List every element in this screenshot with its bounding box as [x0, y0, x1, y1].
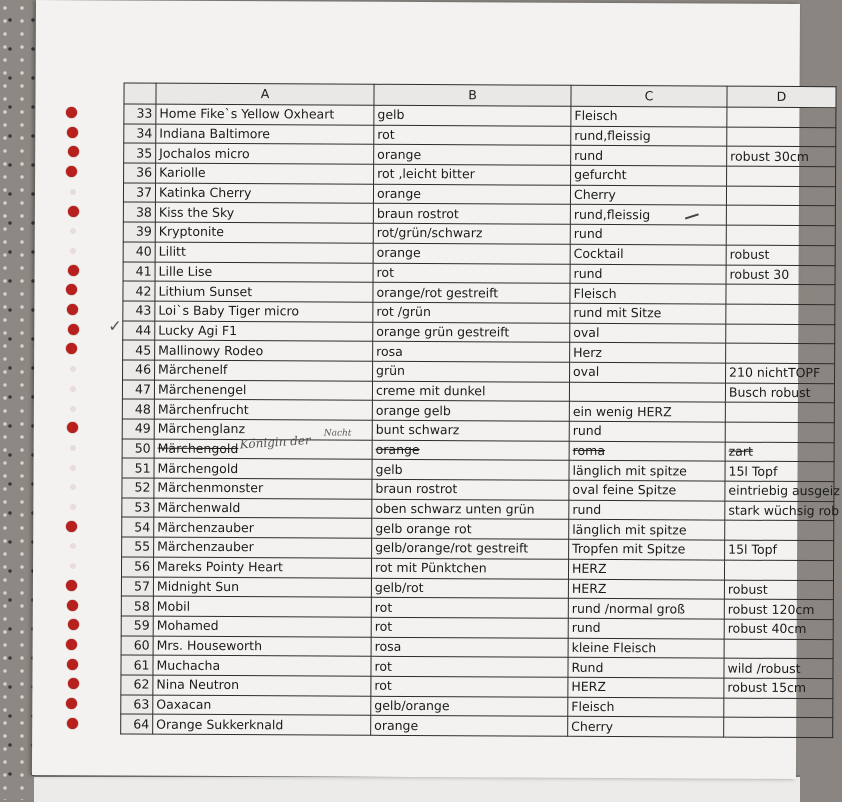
- cell-shape: rund: [570, 224, 726, 245]
- row-number: 62: [121, 675, 153, 695]
- row-number: 45: [123, 340, 155, 360]
- cell-color: gelb/rot: [371, 578, 568, 599]
- cell-notes: [724, 639, 833, 659]
- cell-notes: [726, 186, 835, 206]
- cell-variety: Muchacha: [153, 655, 371, 676]
- marker-dot: [66, 639, 77, 650]
- marker-dot: [67, 127, 78, 138]
- cell-shape: oval: [570, 323, 726, 344]
- marker-dot: [70, 504, 76, 510]
- cell-notes: robust: [726, 245, 835, 265]
- column-header-b: B: [374, 84, 571, 106]
- cell-shape: Fleisch: [570, 283, 726, 304]
- row-number: 60: [121, 636, 153, 656]
- cell-variety: Kryptonite: [155, 222, 373, 243]
- row-number: 53: [122, 498, 154, 518]
- row-number: 49: [122, 419, 154, 439]
- cell-color: rot: [371, 597, 568, 618]
- cell-shape: kleine Fleisch: [568, 638, 724, 659]
- row-number: 55: [122, 537, 154, 557]
- cell-color: rot mit Pünktchen: [371, 558, 568, 579]
- cell-notes: [727, 166, 836, 186]
- cell-shape: ein wenig HERZ: [569, 402, 725, 423]
- cell-shape: HERZ: [568, 579, 724, 600]
- cell-color: orange/rot gestreift: [373, 282, 570, 303]
- cell-shape: Tropfen mit Spitze: [569, 539, 725, 560]
- marker-dot: [66, 521, 77, 532]
- cell-notes: robust 30: [726, 265, 835, 285]
- cell-variety: Lithium Sunset: [155, 281, 373, 302]
- cell-shape: oval feine Spitze: [569, 480, 725, 501]
- row-number: 38: [123, 202, 155, 222]
- cell-notes: [727, 127, 836, 147]
- cell-color: rosa: [371, 637, 568, 658]
- cell-variety: Mallinowy Rodeo: [155, 340, 373, 361]
- handwritten-note: Königin der: [239, 432, 312, 452]
- cell-shape: Cocktail: [570, 244, 726, 265]
- marker-dot: [66, 580, 77, 591]
- cell-shape: rund: [570, 264, 726, 285]
- cell-color: grün: [373, 361, 570, 382]
- cell-variety: Kariolle: [156, 163, 374, 184]
- row-number: 44: [123, 321, 155, 341]
- row-number: 47: [122, 380, 154, 400]
- cell-color: gelb/orange: [371, 696, 568, 717]
- cell-variety: Märchengold: [154, 439, 372, 460]
- row-number: 41: [123, 261, 155, 281]
- cell-variety: Märchenzauber: [154, 518, 372, 539]
- marker-dot: [68, 265, 79, 276]
- cell-notes: [726, 304, 835, 324]
- row-number: 43: [123, 301, 155, 321]
- cell-shape: rund mit Sitze: [570, 303, 726, 324]
- cell-notes: eintriebig ausgeiz: [725, 481, 834, 501]
- marker-dot: [70, 445, 76, 451]
- cell-variety: Märchenmonster: [154, 478, 372, 499]
- cell-variety: Mohamed: [153, 616, 371, 637]
- cell-variety: Midnight Sun: [153, 577, 371, 598]
- cell-shape: rund,fleissig: [571, 126, 727, 147]
- marker-dot: [70, 465, 76, 471]
- cell-shape: Fleisch: [571, 106, 727, 127]
- row-number: 35: [124, 143, 156, 163]
- cell-notes: 210 nichtTOPF: [726, 363, 835, 383]
- cell-variety: Märchenfrucht: [154, 399, 372, 420]
- row-number: 51: [122, 458, 154, 478]
- cell-notes: robust 15cm: [724, 678, 833, 698]
- cell-color: rot ,leicht bitter: [374, 164, 571, 185]
- cell-shape: HERZ: [568, 677, 724, 698]
- cell-color: gelb: [374, 105, 571, 126]
- corner-header: [124, 83, 156, 104]
- table-row: [121, 714, 833, 737]
- cell-shape: Cherry: [570, 185, 726, 206]
- cell-shape: rund /normal groß: [568, 598, 724, 619]
- cell-notes: 15l Topf: [725, 461, 834, 481]
- row-number: 50: [122, 439, 154, 459]
- column-header-a: A: [156, 83, 374, 105]
- cell-color: oben schwarz unten grün: [372, 499, 569, 520]
- cell-variety: Märchenzauber: [154, 537, 372, 558]
- row-number: 58: [121, 596, 153, 616]
- marker-dot: [68, 324, 79, 335]
- cell-variety: Mareks Pointy Heart: [153, 557, 371, 578]
- cell-notes: [726, 284, 835, 304]
- cell-notes: stark wüchsig rob: [725, 501, 834, 521]
- cell-shape: länglich mit spitze: [569, 520, 725, 541]
- cell-shape: [569, 382, 725, 403]
- cell-color: creme mit dunkel: [372, 381, 569, 402]
- cell-color: gelb: [372, 460, 569, 481]
- cell-variety: Orange Sukkerknald: [153, 714, 371, 735]
- handwritten-note-superscript: Nacht: [323, 428, 352, 439]
- cell-notes: zart: [725, 442, 834, 462]
- cell-variety: Mobil: [153, 596, 371, 617]
- cell-color: orange: [371, 716, 568, 737]
- cell-color: rosa: [373, 342, 570, 363]
- marker-dot: [66, 107, 77, 118]
- row-number: 37: [123, 183, 155, 203]
- marker-dot: [67, 659, 78, 670]
- cell-color: rot: [374, 125, 571, 146]
- cell-notes: [726, 206, 835, 226]
- cell-notes: [725, 402, 834, 422]
- cell-color: orange: [372, 440, 569, 461]
- cell-shape: rund,fleissig: [570, 205, 726, 226]
- cell-variety: Oaxacan: [153, 695, 371, 716]
- cell-color: orange: [373, 184, 570, 205]
- cell-notes: [726, 225, 835, 245]
- cell-variety: Mrs. Houseworth: [153, 636, 371, 657]
- cell-variety: Katinka Cherry: [155, 183, 373, 204]
- row-number: 61: [121, 655, 153, 675]
- marker-dot: [66, 698, 77, 709]
- cell-variety: Lilitt: [155, 242, 373, 263]
- marker-dot: [67, 718, 78, 729]
- row-number: 48: [122, 399, 154, 419]
- row-number: 42: [123, 281, 155, 301]
- cell-color: orange: [374, 145, 571, 166]
- cell-notes: [725, 521, 834, 541]
- cell-variety: Lille Lise: [155, 262, 373, 283]
- cell-notes: [727, 107, 836, 127]
- cell-color: bunt schwarz: [372, 420, 569, 441]
- column-header-d: D: [727, 86, 836, 108]
- marker-dot: [70, 189, 76, 195]
- cell-color: rot: [371, 617, 568, 638]
- row-number: 46: [123, 360, 155, 380]
- marker-dot: [68, 206, 79, 217]
- cell-color: rot/grün/schwarz: [373, 223, 570, 244]
- column-header-c: C: [571, 85, 727, 107]
- cell-color: gelb orange rot: [372, 519, 569, 540]
- row-number: 59: [121, 616, 153, 636]
- cell-shape: roma: [569, 441, 725, 462]
- marker-dot: [70, 386, 76, 392]
- cell-shape: rund: [569, 421, 725, 442]
- cell-notes: wild /robust: [724, 658, 833, 678]
- cell-notes: [724, 560, 833, 580]
- cell-shape: rund: [571, 146, 727, 167]
- cell-notes: robust 120cm: [724, 599, 833, 619]
- cell-shape: länglich mit spitze: [569, 461, 725, 482]
- cell-notes: [724, 698, 833, 718]
- cell-shape: rund: [568, 618, 724, 639]
- cell-notes: [724, 717, 833, 737]
- cell-shape: Rund: [568, 658, 724, 679]
- cell-shape: rund: [569, 500, 725, 521]
- cell-notes: 15l Topf: [725, 540, 834, 560]
- row-number: 34: [124, 124, 156, 144]
- cell-color: rot /grün: [373, 302, 570, 323]
- cell-variety: Märchenglanz: [154, 419, 372, 440]
- cell-notes: [726, 324, 835, 344]
- cell-color: braun rostrot: [373, 204, 570, 225]
- cell-shape: oval: [570, 362, 726, 383]
- cell-variety: Märchenwald: [154, 498, 372, 519]
- cell-notes: Busch robust: [725, 383, 834, 403]
- paper-sheet-below: [34, 775, 800, 802]
- cell-variety: Märchenelf: [155, 360, 373, 381]
- marker-dot: [70, 406, 76, 412]
- row-number: 64: [121, 714, 153, 734]
- cell-variety: Loi`s Baby Tiger micro: [155, 301, 373, 322]
- cell-shape: HERZ: [568, 559, 724, 580]
- cell-variety: Märchenengel: [154, 380, 372, 401]
- cell-notes: robust: [724, 580, 833, 600]
- cell-variety: Lucky Agi F1: [155, 321, 373, 342]
- cell-color: orange grün gestreift: [373, 322, 570, 343]
- row-number: 40: [123, 242, 155, 262]
- cell-color: rot: [373, 263, 570, 284]
- cell-color: braun rostrot: [372, 479, 569, 500]
- row-number: 57: [121, 576, 153, 596]
- cell-variety: Märchengold: [154, 458, 372, 479]
- cell-notes: [725, 422, 834, 442]
- cell-shape: Herz: [570, 343, 726, 364]
- marker-dot: [70, 248, 76, 254]
- cell-shape: gefurcht: [571, 165, 727, 186]
- marker-dot: [67, 304, 78, 315]
- row-number: 56: [121, 557, 153, 577]
- cell-color: gelb/orange/rot gestreift: [372, 538, 569, 559]
- cell-variety: Home Fike`s Yellow Oxheart: [156, 104, 374, 125]
- cell-variety: Indiana Baltimore: [156, 124, 374, 145]
- row-number: 54: [122, 517, 154, 537]
- row-number: 63: [121, 695, 153, 715]
- handwritten-tick: ✓: [108, 316, 122, 336]
- cell-variety: Jochalos micro: [156, 144, 374, 165]
- row-number: 39: [123, 222, 155, 242]
- marker-dot: [67, 600, 78, 611]
- cell-notes: [726, 343, 835, 363]
- cell-variety: Nina Neutron: [153, 675, 371, 696]
- row-number: 36: [124, 163, 156, 183]
- row-number: 33: [124, 104, 156, 124]
- cell-color: orange: [373, 243, 570, 264]
- cell-shape: Cherry: [568, 717, 724, 738]
- cell-variety: Kiss the Sky: [155, 203, 373, 224]
- row-number: 52: [122, 478, 154, 498]
- spreadsheet-printout: [120, 82, 840, 738]
- cell-notes: robust 40cm: [724, 619, 833, 639]
- cell-notes: robust 30cm: [727, 146, 836, 166]
- cell-color: orange gelb: [372, 401, 569, 422]
- cell-shape: Fleisch: [568, 697, 724, 718]
- cell-color: rot: [371, 676, 568, 697]
- paper-sheet: [32, 0, 840, 779]
- cell-color: rot: [371, 657, 568, 678]
